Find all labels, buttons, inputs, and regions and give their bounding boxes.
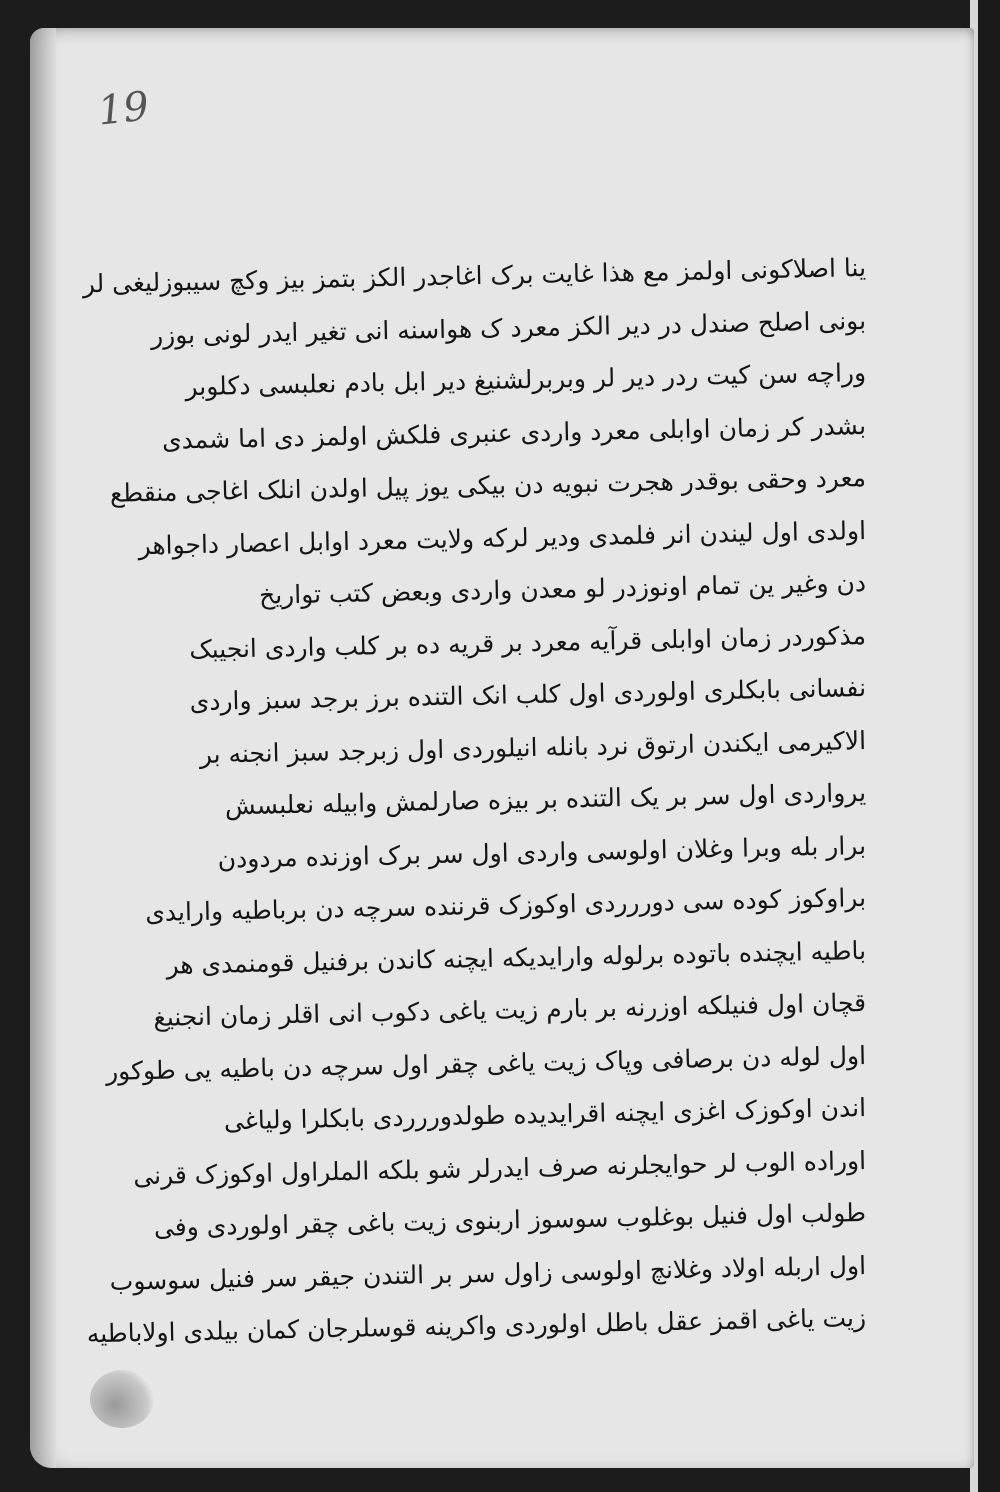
text-line: زیت یاغی اقمز عقل باطل اولوردی واکرینه قوسلرجان کمان بیلدی اولاباطیه <box>86 1303 867 1349</box>
manuscript-text-block <box>82 242 867 1349</box>
text-line: مذکوردر زمان اوابلی قرآیه معرد بر قریه ده بر کلب واردی انجیبک <box>189 620 867 664</box>
folio-number: 19 <box>95 83 152 135</box>
text-line: براوکوز کوده سی دوررردی اوکوزک قرننده سرچه دن برباطیه وارایدی <box>144 883 867 928</box>
text-line: معرد وحقی بوقدر هجرت نبویه دن بیکی یوز پیل اولدن انلک اغاجی منقطع <box>109 463 867 508</box>
text-line: طولب اول فنیل بوغلوب سوسوز اربنوی زیت باغی چقر اولوردی وفی <box>153 1198 867 1242</box>
thumb-stain <box>90 1370 154 1428</box>
text-line: ینا اصلاکونی اولمز مع هذا غایت برک اغاجدر الکز بتمز بیز وکچ سیبوزلیغی لر <box>82 253 867 299</box>
text-line: اولدی اول لیندن انر فلمدی ودیر لرکه ولایت معرد اوابل اعصار داجواهر <box>138 515 867 560</box>
text-line: نفسانی بابکلری اولوردی اول کلب انک التنده برز برجد سبز واردی <box>189 673 867 717</box>
text-line: قچان اول فنیلکه اوزرنه بر بارم زیت یاغی دکوب انی اقلر زمان انجنیغ <box>153 988 867 1032</box>
book-edge-dark <box>978 0 1000 1492</box>
manuscript-page <box>30 28 974 1468</box>
text-line: دن وغیر ین تمام اونوزدر لو معدن واردی وبعض کتب تواریخ <box>258 568 867 610</box>
text-line: برار بله وبرا وغلان اولوسی واردی اول سر برک اوزنده مردودن <box>217 830 867 874</box>
text-line: اول لوله دن برصافی وپاک زیت یاغی چقر اول سرچه دن باطیه یی طوکور <box>105 1040 867 1086</box>
text-line: بشدر کر زمان اوابلی معرد واردی عنبری فلکش اولمز دی اما شمدی <box>161 410 867 455</box>
text-line: الاکیرمی ایکندن ارتوق نرد بانله انیلوردی اول زبرجد سبز انجنه بر <box>199 725 867 769</box>
text-line: باطیه ایچنده باتوده برلوله وارایدیکه ایچنه کاندن برفنیل قومنمدی هر <box>166 935 867 980</box>
binding-shadow <box>30 28 56 1468</box>
text-line: اول اربله اولاد وغلانچ اولوسی زاول سر بر التندن جیقر سر فنیل سوسوب <box>109 1250 867 1296</box>
text-line: وراچه سن کیت ردر دیر لر وبربرلشنیغ دیر ابل بادم نعلبسی دکلوبر <box>185 358 867 402</box>
text-line: یرواردی اول سر بر یک التنده بر بیزه صارلمش وابیله نعلبسش <box>224 778 867 821</box>
text-line: اوراده الوب لر حوایجلرنه صرف ایدرلر شو بلکه الملراول اوکوزک قرنی <box>132 1145 867 1190</box>
text-line: اندن اوکوزک اغزی ایچنه اقرایدیده طولدوررردی بابکلرا ولیاغی <box>223 1093 867 1136</box>
text-line: بونی اصلح صندل در دیر الکز معرد ک هواسنه انی تغیر ایدر لونی بوزر <box>150 305 867 350</box>
